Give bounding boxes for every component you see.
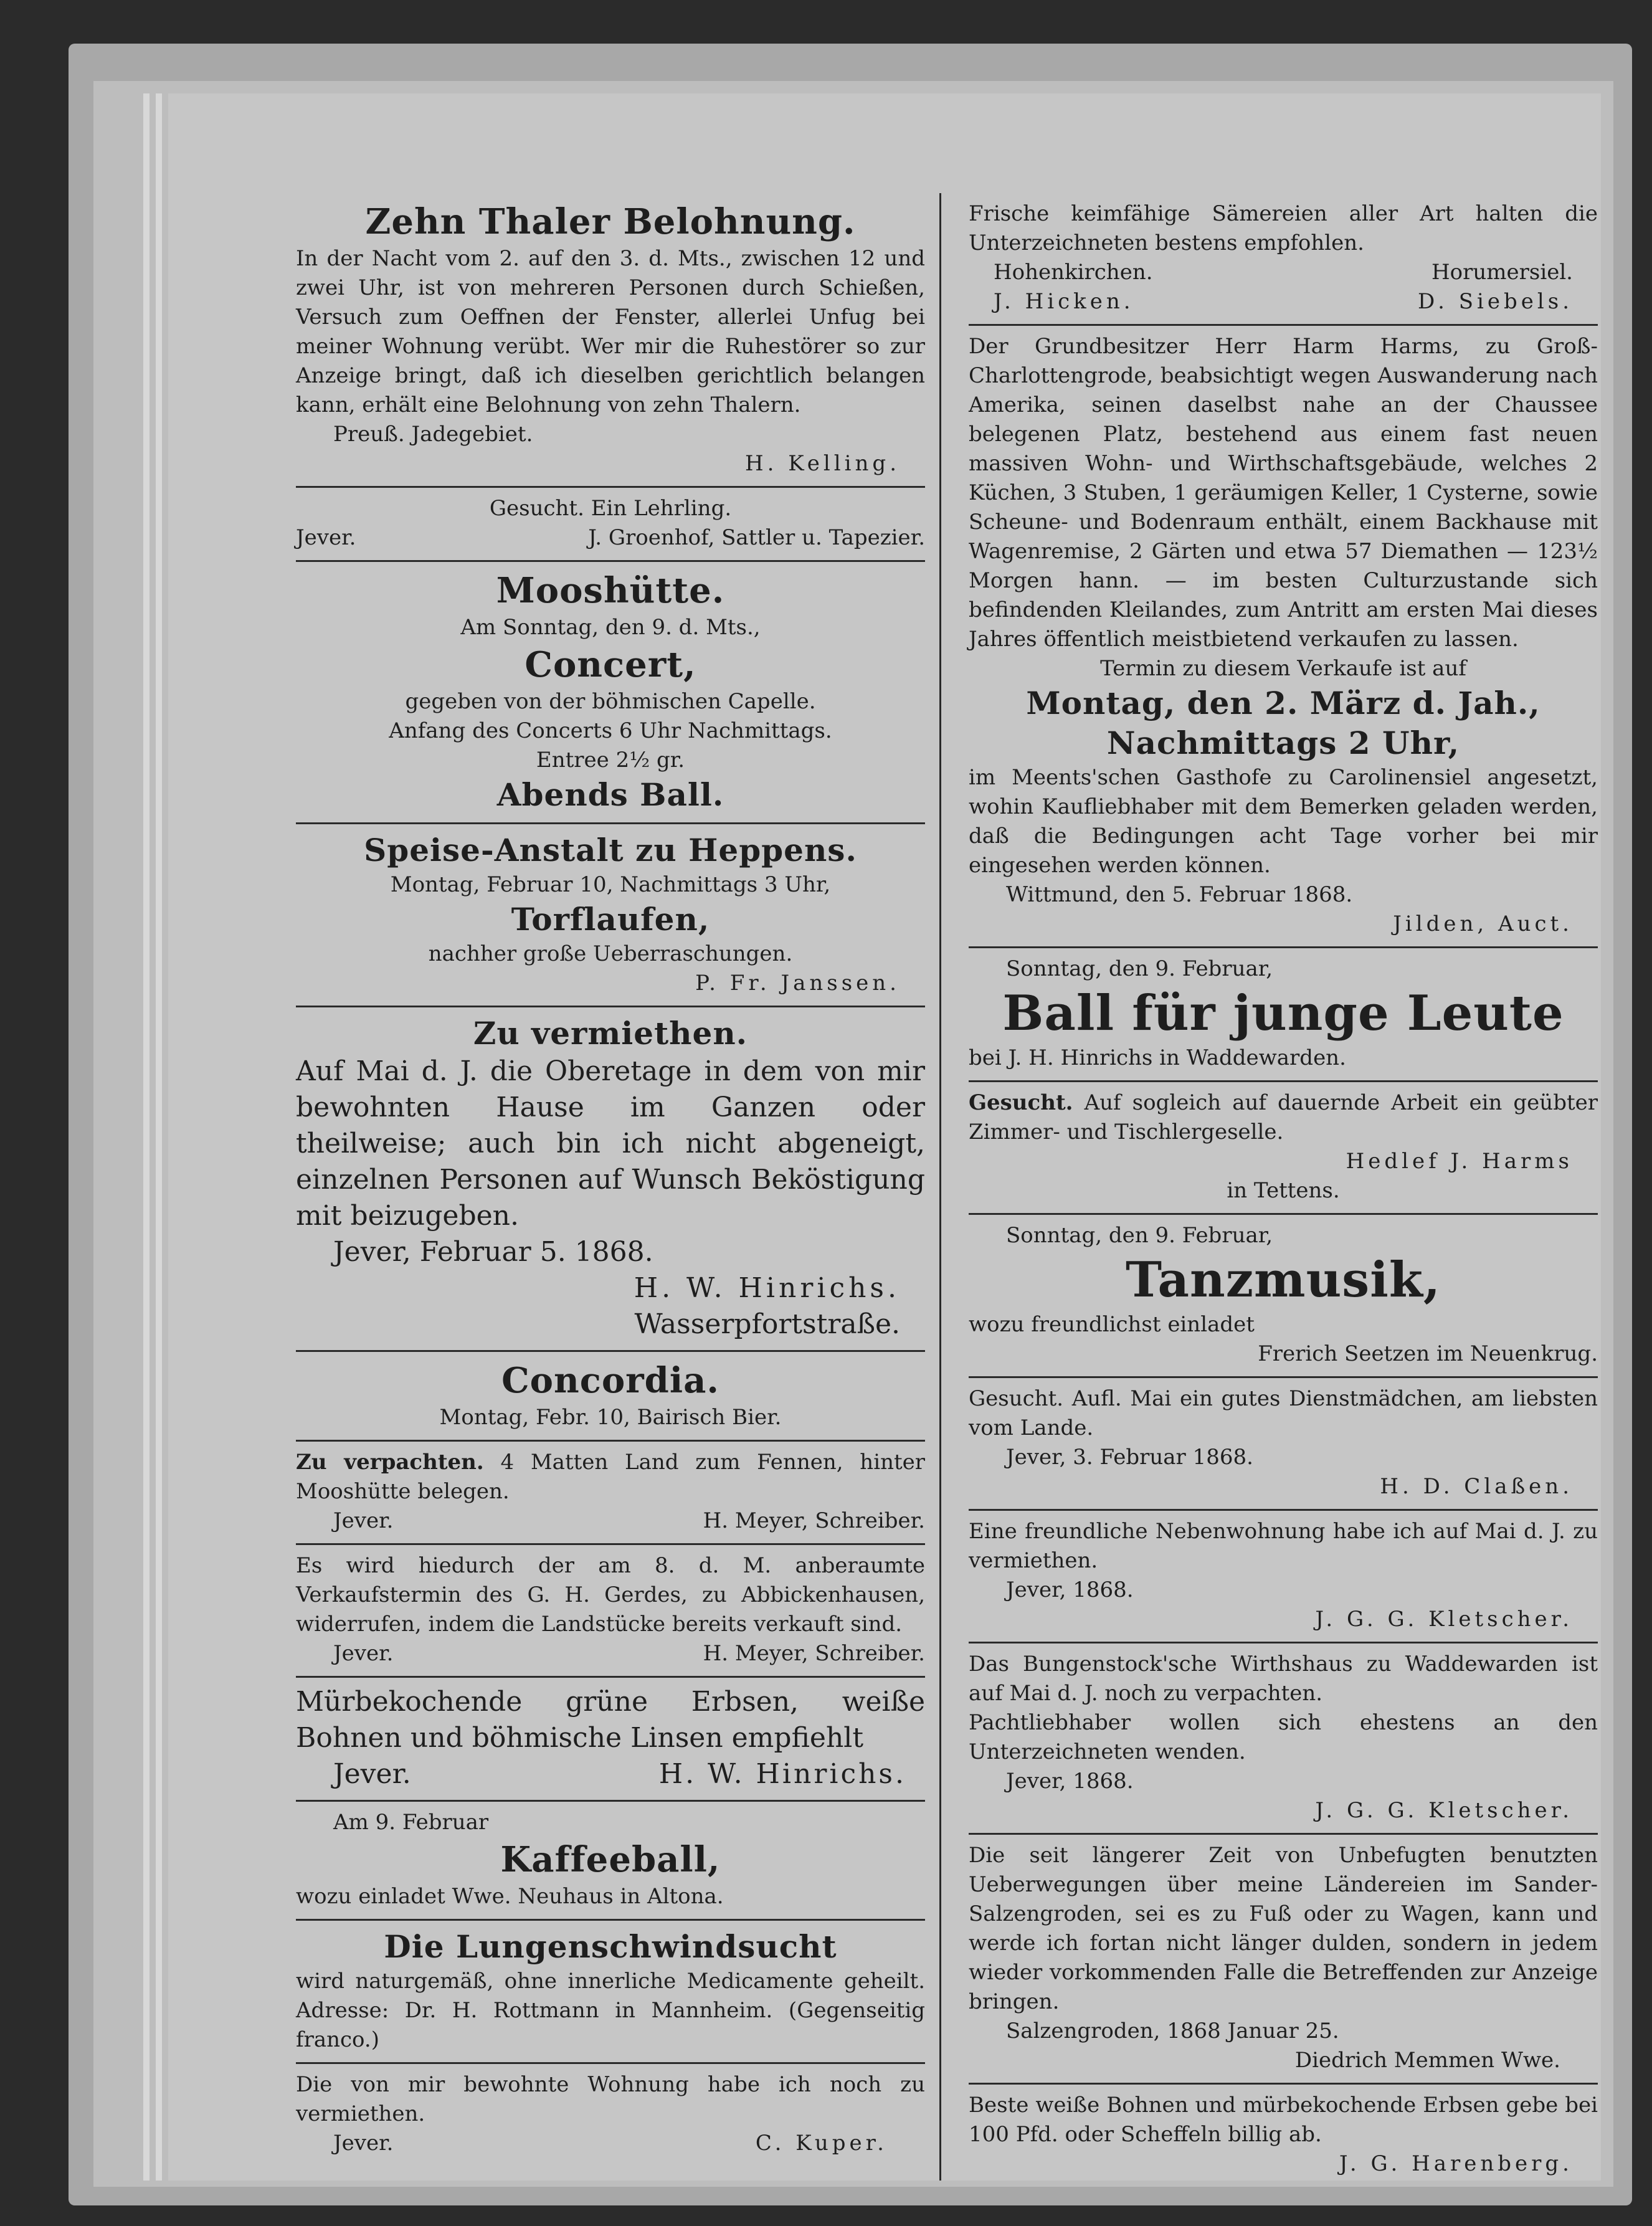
ad-revocation <box>296 1545 925 1678</box>
ad-body: Mürbekochende grüne Erbsen, weiße Bohnen und böhmische Linsen empfiehlt <box>296 1686 925 1754</box>
ad-peas <box>296 1678 925 1802</box>
ad-signature: H. D. Claßen. <box>1380 1474 1573 1499</box>
ad-place: Jever. <box>333 1758 411 1790</box>
ad-title: Zehn Thaler Belohnung. <box>365 201 856 242</box>
ad-line: Montag, Febr. 10, Bairisch Bier. <box>439 1405 782 1430</box>
ad-trespass <box>969 1835 1598 2085</box>
page-edge <box>143 93 150 2181</box>
ad-date: Jever, 1868. <box>1006 1769 1134 1794</box>
ad-body: Der Grundbesitzer Herr Harm Harms, zu Groß-Charlottengrode, beabsichtigt wegen Auswanderung nach Amerika, seinen daselbst nahe an der Chaussee belegenen Platz, bestehend aus einem fast neuen massiven Wohn- und Wirthschaftsgebäude, welches 2 Küchen, 3 Stuben, 1 geräumigen Keller, 1 Cysterne, sowie Scheune- und Bodenraum enthält, einem Backhause mit Wagenremise, 2 Gärten und etwa 57 Diemathen — 123½ Morgen hann. — im besten Culturzustande sich befindenden Kleilandes, zum Antritt am ersten Mai dieses Jahres öffentlich meistbietend verkaufen zu lassen. <box>969 334 1598 652</box>
ad-signature: Diedrich Memmen Wwe. <box>1294 2048 1560 2073</box>
ad-title: Montag, den 2. März d. Jah., <box>1026 685 1540 721</box>
ad-lead: Zu verpachten. <box>296 1450 484 1475</box>
ad-body: 4 Matten Land zum Fennen, hinter Mooshütte belegen. <box>296 1450 926 1504</box>
page-edge <box>156 93 162 2181</box>
ad-title: Zu vermiethen. <box>473 1015 748 1052</box>
ad-signature: J. G. Harenberg. <box>1339 2151 1573 2176</box>
ad-body: Es wird hiedurch der am 8. d. M. anberaumte Verkaufstermin des G. H. Gerdes, zu Abbickenhausen, widerrufen, indem die Landstücke bereits verkauft sind. <box>296 1553 925 1637</box>
ad-rent <box>296 1007 925 1352</box>
ad-place: Jever. <box>333 1508 394 1533</box>
ad-date: Sonntag, den 9. Februar, <box>1006 956 1273 981</box>
ad-signature-2: D. Siebels. <box>1418 289 1573 314</box>
column-divider <box>939 193 941 2181</box>
ad-line: Anfang des Concerts 6 Uhr Nachmittags. <box>389 718 832 743</box>
ad-body: In der Nacht vom 2. auf den 3. d. Mts., zwischen 12 und zwei Uhr, ist von mehreren Personen durch Schießen, Versuch zum Oeffnen der Fenster, allerlei Unfug bei meiner Wohnung verübt. Wer mir die Ruhestörer so zur Anzeige bringt, daß ich dieselben gerichtlich belangen kann, erhält eine Belohnung von zehn Thalern. <box>296 246 925 417</box>
ad-apartment <box>296 2064 925 2166</box>
ad-line: gegeben von der böhmischen Capelle. <box>405 689 816 714</box>
ad-title: Kaffeeball, <box>500 1839 721 1880</box>
ad-signature: Jilden, Auct. <box>1393 911 1573 936</box>
ad-signature: Frerich Seetzen im Neuenkrug. <box>1258 1341 1598 1366</box>
ad-lease <box>296 1442 925 1545</box>
ad-body: Gesucht. Aufl. Mai ein gutes Dienstmädchen, am liebsten vom Lande. <box>969 1386 1598 1440</box>
ad-title-2: Nachmittags 2 Uhr, <box>1106 725 1460 761</box>
ad-place-2: Horumersiel. <box>1431 260 1573 285</box>
ad-date: Jever, 3. Februar 1868. <box>1006 1445 1253 1470</box>
ad-ball <box>969 948 1598 1082</box>
ad-place: in Tettens. <box>1227 1178 1340 1203</box>
ad-body: Das Bungenstock'sche Wirthshaus zu Waddewarden ist auf Mai d. J. noch zu verpachten. <box>969 1652 1598 1706</box>
ad-line: Montag, Februar 10, Nachmittags 3 Uhr, <box>390 872 831 897</box>
ad-title-3: Abends Ball. <box>496 776 724 813</box>
ad-signature: H. Kelling. <box>745 451 900 476</box>
ad-speiseanstalt <box>296 824 925 1007</box>
ad-maid <box>969 1378 1598 1511</box>
ad-lungenschwindsucht <box>296 1921 925 2064</box>
ad-address: Wasserpfortstraße. <box>634 1308 900 1340</box>
ad-signature: J. Hicken. <box>994 289 1134 314</box>
ad-body: Eine freundliche Nebenwohnung habe ich auf Mai d. J. zu vermiethen. <box>969 1519 1598 1573</box>
ad-signature: H. Meyer, Schreiber. <box>703 1641 925 1666</box>
ad-place: Jever. <box>333 1641 394 1666</box>
ad-signature: H. W. Hinrichs. <box>634 1272 900 1304</box>
left-column <box>296 193 925 2166</box>
ad-seeds <box>969 193 1598 326</box>
ad-date: Jever, Februar 5. 1868. <box>333 1236 653 1268</box>
ad-signature: H. W. Hinrichs. <box>658 1758 906 1790</box>
ad-title: Speise-Anstalt zu Heppens. <box>364 832 857 868</box>
ad-signature: J. Groenhof, Sattler u. Tapezier. <box>588 525 925 550</box>
ad-line: Entree 2½ gr. <box>536 748 685 773</box>
right-column <box>969 193 1598 2181</box>
ad-signature: P. Fr. Janssen. <box>695 971 900 996</box>
ad-carpenter <box>969 1082 1598 1215</box>
ad-signature: Hedlef J. Harms <box>1346 1149 1573 1174</box>
ad-body: Die seit längerer Zeit von Unbefugten benutzten Ueberwegungen über meine Ländereien im Sander-Salzengroden, sei es zu Fuß oder zu Wagen, kann und werde ich fortan nicht länger dulden, sondern in jedem wieder vorkommenden Falle die Betreffenden zur Anzeige bringen. <box>969 1843 1598 2014</box>
ad-title-2: Torflaufen, <box>511 901 710 938</box>
ad-date: Jever, 1868. <box>1006 1577 1134 1602</box>
ad-date: Wittmund, den 5. Februar 1868. <box>1006 882 1353 907</box>
ad-date: Salzengroden, 1868 Januar 25. <box>1006 2019 1339 2043</box>
ad-body-2: Pachtliebhaber wollen sich ehestens an den Unterzeichneten wenden. <box>969 1710 1598 1764</box>
ad-signature: J. G. G. Kletscher. <box>1315 1798 1573 1823</box>
ad-date: Am Sonntag, den 9. d. Mts., <box>460 615 761 640</box>
ad-line: wozu einladet Wwe. Neuhaus in Altona. <box>296 1884 724 1909</box>
ad-body: Gesucht. Ein Lehrling. <box>489 496 732 521</box>
ad-date: Am 9. Februar <box>333 1810 489 1835</box>
ad-body: Auf Mai d. J. die Oberetage in dem von mir bewohnten Hause im Ganzen oder theilweise; auch bin ich nicht abgeneigt, einzelnen Personen auf Wunsch Beköstigung mit beizugeben. <box>296 1055 925 1232</box>
ad-concordia <box>296 1352 925 1442</box>
ad-body: Beste weiße Bohnen und mürbekochende Erbsen gebe bei 100 Pfd. oder Scheffeln billig ab. <box>969 2093 1598 2147</box>
ad-inn <box>969 1643 1598 1835</box>
ad-lead: Gesucht. <box>969 1090 1073 1115</box>
ad-body: wird naturgemäß, ohne innerliche Medicamente geheilt. Adresse: Dr. H. Rottmann in Mannheim. (Gegenseitig franco.) <box>296 1969 925 2052</box>
ad-place: Jever. <box>296 525 356 550</box>
ad-body: Frische keimfähige Sämereien aller Art halten die Unterzeichneten bestens empfohlen. <box>969 201 1598 255</box>
ad-signature: C. Kuper. <box>755 2131 888 2156</box>
ad-signature: J. G. G. Kletscher. <box>1315 1607 1573 1632</box>
ad-title: Ball für junge Leute <box>1002 985 1564 1042</box>
ad-title: Mooshütte. <box>496 570 725 611</box>
ad-auction <box>969 326 1598 948</box>
ad-title: Tanzmusik, <box>1125 1252 1441 1308</box>
ad-line: nachher große Ueberraschungen. <box>428 941 793 966</box>
ad-body: Die von mir bewohnte Wohnung habe ich noch zu vermiethen. <box>296 2072 925 2126</box>
ad-line: bei J. H. Hinrichs in Waddewarden. <box>969 1045 1346 1070</box>
ad-kaffeeball <box>296 1802 925 1921</box>
ad-title-2: Concert, <box>525 644 696 685</box>
newspaper-page <box>168 93 1601 2181</box>
ad-title: Die Lungenschwindsucht <box>384 1928 837 1965</box>
ad-title: Concordia. <box>501 1360 719 1401</box>
ad-date: Sonntag, den 9. Februar, <box>1006 1223 1273 1248</box>
ad-body: Auf sogleich auf dauernde Arbeit ein geübter Zimmer- und Tischlergeselle. <box>969 1090 1598 1144</box>
ad-side-apartment <box>969 1511 1598 1643</box>
ad-line: wozu freundlichst einladet <box>969 1312 1255 1337</box>
ad-place: Jever. <box>333 2131 394 2156</box>
ad-apprentice <box>296 488 925 562</box>
ad-beans <box>969 2085 1598 2181</box>
ad-place: Preuß. Jadegebiet. <box>333 422 533 447</box>
ad-line: Termin zu diesem Verkaufe ist auf <box>1100 656 1466 681</box>
ad-tanzmusik <box>969 1215 1598 1378</box>
ad-mooshuette <box>296 562 925 824</box>
ad-reward <box>296 193 925 488</box>
ad-body-2: im Meents'schen Gasthofe zu Carolinensiel angesetzt, wohin Kaufliebhaber mit dem Bemerken geladen werden, daß die Bedingungen acht Tage vorher bei mir eingesehen werden können. <box>969 765 1598 878</box>
ad-place: Hohenkirchen. <box>994 260 1153 285</box>
ad-signature: H. Meyer, Schreiber. <box>703 1508 925 1533</box>
